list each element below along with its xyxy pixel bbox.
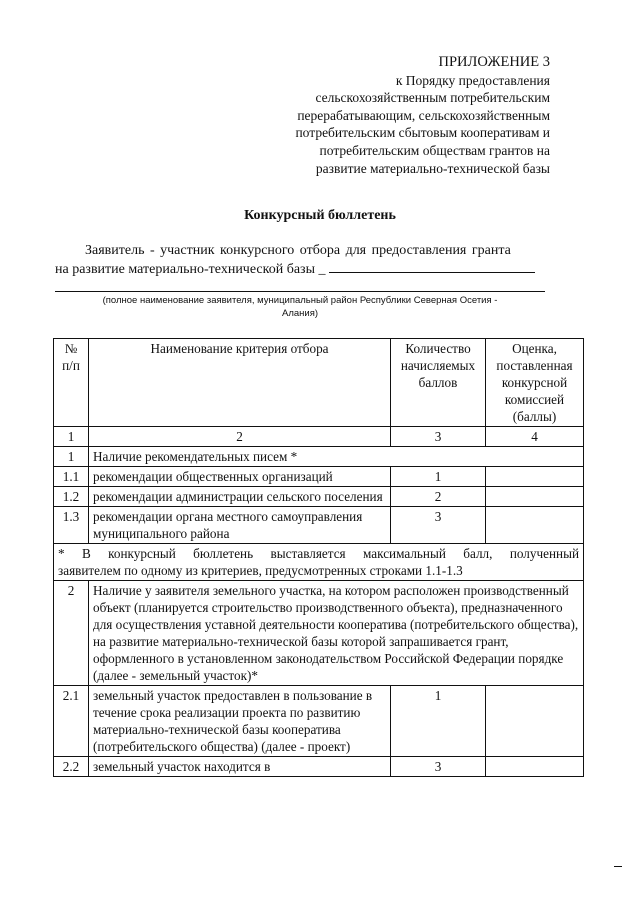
row-criterion: земельный участок находится в — [89, 757, 391, 777]
header-criterion: Наименование критерия отбора — [89, 339, 391, 427]
row-criterion: земельный участок предоставлен в пользование в течение срока реализации проекта по развитию материально-технической базы кооператива (потребительского общества) (далее - проект) — [89, 686, 391, 757]
header-num: № п/п — [54, 339, 89, 427]
row-criterion: рекомендации администрации сельского поселения — [89, 487, 391, 507]
table-row — [54, 581, 584, 686]
document-title: Конкурсный бюллетень — [244, 208, 396, 223]
index-cell: 1 — [54, 427, 89, 447]
row-num: 1 — [54, 447, 89, 467]
table-row — [54, 686, 584, 757]
index-cell: 3 — [391, 427, 486, 447]
row-points: 1 — [391, 467, 486, 487]
row-num: 1.1 — [54, 467, 89, 487]
row-criterion: Наличие у заявителя земельного участка, на котором расположен производственный объект (планируется строительство производственного объекта), предназначенного для осуществления уставной деятельности кооператива (потребительского общества), на развитие материально-технической базы которой запрашивается грант, оформленного в установленном законодательством Российской Федерации порядке (далее - земельный участок)* — [89, 581, 584, 686]
applicant-line-2 — [55, 260, 545, 279]
appendix-line: перерабатывающим, сельскохозяйственным — [297, 107, 550, 123]
row-num: 2.2 — [54, 757, 89, 777]
appendix-line: к Порядку предоставления — [395, 72, 550, 88]
row-score — [486, 507, 584, 544]
appendix-line: потребительским сбытовым кооперативам и — [295, 125, 550, 141]
row-criterion: рекомендации общественных организаций — [89, 467, 391, 487]
header-score: Оценка, поставленная конкурсной комиссией (баллы) — [486, 339, 584, 427]
table-header-row — [54, 339, 584, 427]
appendix-line: сельскохозяйственным потребительским — [315, 90, 550, 106]
row-score — [486, 487, 584, 507]
row-points: 3 — [391, 507, 486, 544]
table-row — [54, 757, 584, 777]
row-criterion: рекомендации органа местного самоуправления муниципального района — [89, 507, 391, 544]
appendix-line: развитие материально-технической базы — [315, 160, 550, 176]
footnote-line-1: * В конкурсный бюллетень выставляется максимальный балл, полученный — [58, 546, 579, 561]
index-cell: 2 — [89, 427, 391, 447]
row-points: 1 — [391, 686, 486, 757]
table-row — [54, 467, 584, 487]
applicant-name-blank — [329, 260, 535, 273]
criteria-table — [53, 338, 584, 777]
footnote-line-2: заявителем по одному из критериев, предусмотренных строками 1.1-1.3 — [58, 563, 463, 578]
footnote-cell — [54, 544, 584, 581]
table-row — [54, 487, 584, 507]
index-cell: 4 — [486, 427, 584, 447]
applicant-line-2-text: на развитие материально-технической базы _ — [55, 262, 326, 277]
applicant-name-rule — [55, 291, 545, 292]
applicant-paragraph — [55, 241, 545, 279]
row-score — [486, 467, 584, 487]
applicant-note-line-2: Алания) — [281, 308, 319, 319]
row-score — [486, 686, 584, 757]
table-row — [54, 507, 584, 544]
page-continuation-mark — [614, 866, 622, 867]
row-points: 2 — [391, 487, 486, 507]
row-num: 1.2 — [54, 487, 89, 507]
row-num: 2.1 — [54, 686, 89, 757]
applicant-note-line-1: (полное наименование заявителя, муниципальный район Республики Северная Осетия - — [102, 295, 498, 306]
table-footnote-row — [54, 544, 584, 581]
applicant-note — [55, 294, 545, 320]
row-criterion: Наличие рекомендательных писем * — [89, 447, 584, 467]
appendix-heading: ПРИЛОЖЕНИЕ 3 — [438, 54, 550, 70]
header-points: Количество начисляемых баллов — [391, 339, 486, 427]
row-num: 2 — [54, 581, 89, 686]
row-num: 1.3 — [54, 507, 89, 544]
appendix-block — [230, 54, 550, 177]
row-score — [486, 757, 584, 777]
appendix-line: потребительским обществам грантов на — [319, 142, 550, 158]
table-row — [54, 447, 584, 467]
row-points: 3 — [391, 757, 486, 777]
table-index-row — [54, 427, 584, 447]
applicant-line-1: Заявитель - участник конкурсного отбора для предоставления гранта — [85, 243, 511, 258]
